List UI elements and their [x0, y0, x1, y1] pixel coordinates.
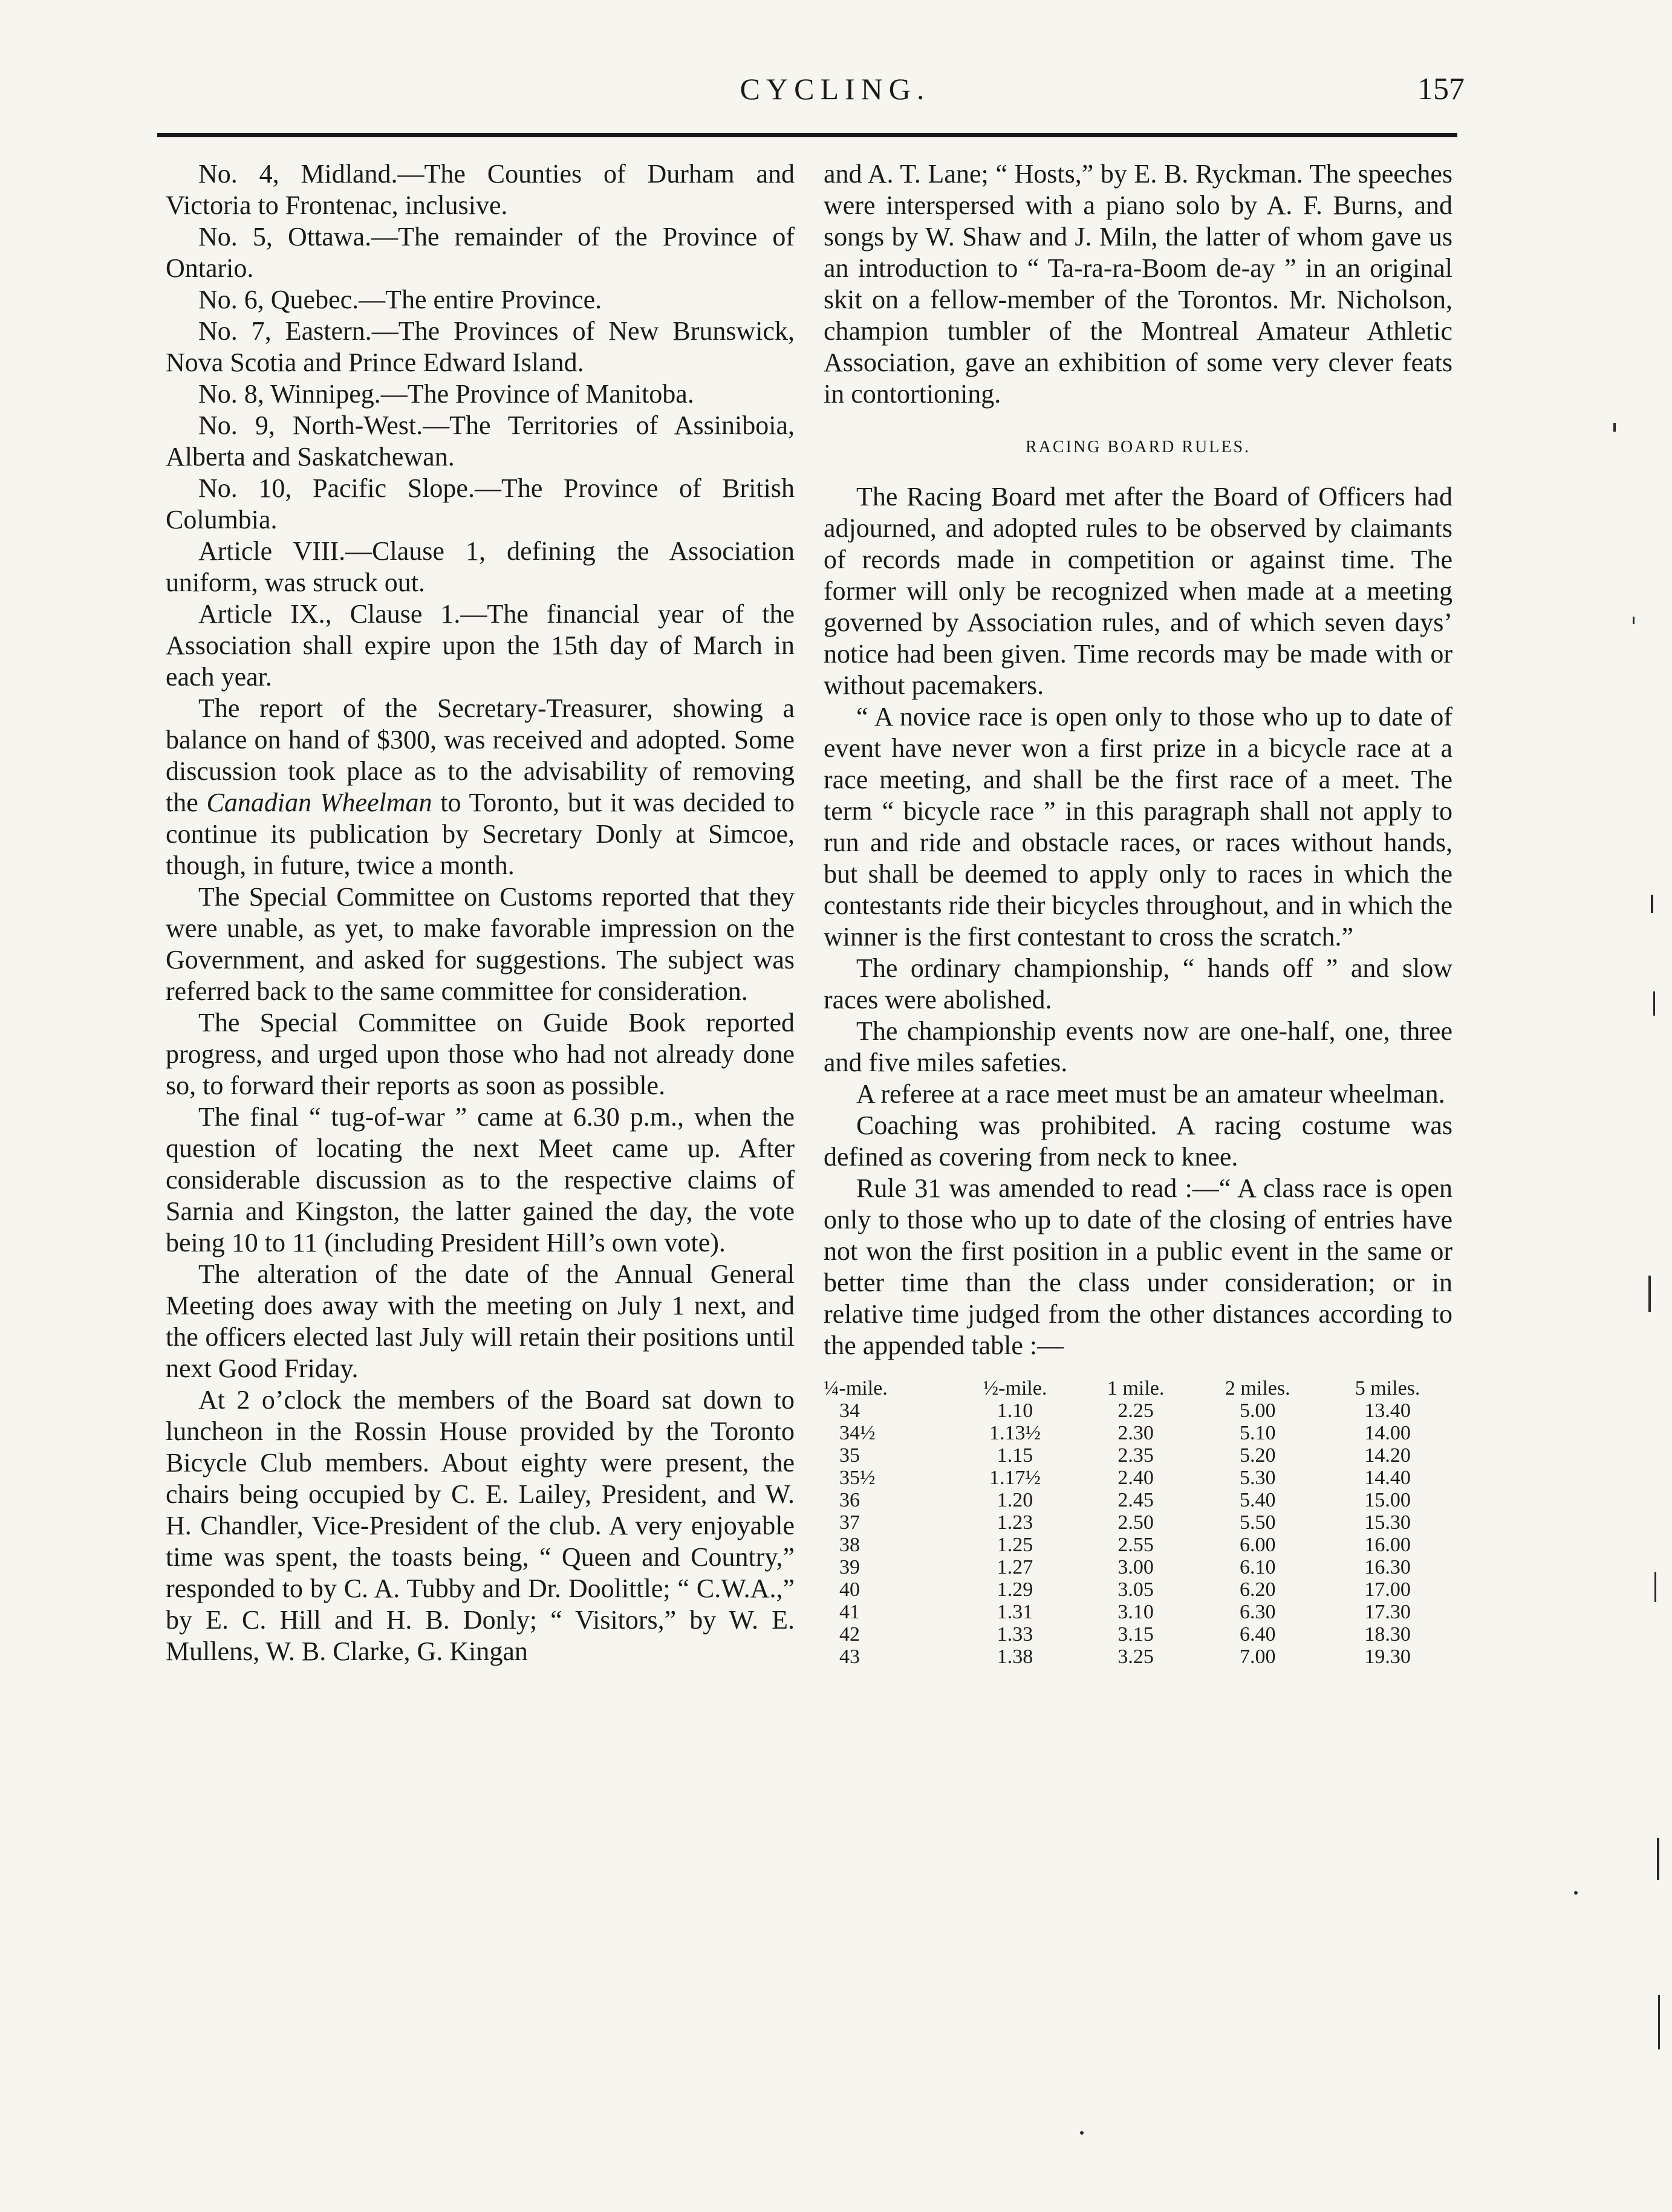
table-cell: 2.45 — [1117, 1489, 1154, 1511]
table-cell: 34½ — [839, 1422, 876, 1444]
table-cell: 14.40 — [1364, 1467, 1411, 1489]
table-cell: 2.40 — [1117, 1467, 1154, 1489]
paragraph-novice-race: “ A novice race is open only to those who up to date of event have never won a first prize in a bicycle race at a race meeting, and shall be the first race of a meet. The term “ bicycle race ” in this paragraph shall not apply to run and ride and obstacle races, or races without hands, but shall be deemed to apply only to races in which the contestants ride their bicycles throughout, and in which the winner is the first contestant to cross the scratch.” — [824, 702, 1452, 952]
table-row — [824, 1534, 1452, 1556]
scan-speck — [1654, 1572, 1656, 1602]
table-row — [824, 1556, 1452, 1578]
table-cell: 40 — [839, 1578, 860, 1601]
paragraph-referee: A referee at a race meet must be an amateur wheelman. — [856, 1079, 1445, 1109]
table-cell: 15.00 — [1364, 1489, 1411, 1511]
table-cell: 1.10 — [997, 1400, 1033, 1422]
table-cell: 5.30 — [1240, 1467, 1276, 1489]
table-cell: 41 — [839, 1601, 860, 1623]
paragraph-treasurer-report: The report of the Secretary-Treasurer, showing a balance on hand of $300, was received and adopted. Some discussion took place as to the advisability of removing the Canadian Wheelman to Toronto, but it was decided to continue its publication by Secretary Donly at Simcoe, though, in future, twice a month. — [166, 693, 795, 880]
table-cell: 14.00 — [1364, 1422, 1411, 1444]
table-cell: 2.55 — [1117, 1534, 1154, 1556]
table-cell: 6.10 — [1240, 1556, 1276, 1578]
paragraph-district-4: No. 4, Midland.—The Counties of Durham and Victoria to Frontenac, inclusive. — [166, 159, 795, 220]
scan-speck — [1633, 617, 1635, 624]
paragraph-customs-committee: The Special Committee on Customs reported that they were unable, as yet, to make favorable impression on the Government, and asked for suggestions. The subject was referred back to the same committee for consideration. — [166, 882, 795, 1006]
table-header-cell: ½-mile. — [983, 1377, 1047, 1400]
paragraph-annual-meeting: The alteration of the date of the Annual General Meeting does away with the meeting on July 1 next, and the officers elected last July will retain their positions until next Good Friday. — [166, 1259, 795, 1383]
table-row — [824, 1511, 1452, 1534]
scan-speck — [1080, 2131, 1084, 2135]
table-cell: 3.15 — [1117, 1623, 1154, 1646]
table-cell: 3.10 — [1117, 1601, 1154, 1623]
table-cell: 1.25 — [997, 1534, 1033, 1556]
scan-speck — [1648, 1276, 1651, 1312]
table-cell: 15.30 — [1364, 1511, 1411, 1534]
table-cell: 19.30 — [1364, 1646, 1411, 1668]
table-cell: 5.20 — [1240, 1444, 1276, 1467]
paragraph-district-9: No. 9, North-West.—The Territories of Assiniboia, Alberta and Saskatchewan. — [166, 410, 795, 472]
section-heading: RACING BOARD RULES. — [1025, 438, 1251, 456]
table-cell: 16.00 — [1364, 1534, 1411, 1556]
table-cell: 2.50 — [1117, 1511, 1154, 1534]
table-cell: 1.33 — [997, 1623, 1033, 1646]
table-cell: 35 — [839, 1444, 860, 1467]
table-header-cell: 5 miles. — [1355, 1377, 1420, 1400]
right-column — [824, 158, 1452, 1668]
header-rule — [157, 133, 1457, 137]
table-cell: 1.15 — [997, 1444, 1033, 1467]
table-cell: 1.31 — [997, 1601, 1033, 1623]
table-row — [824, 1646, 1452, 1668]
table-cell: 39 — [839, 1556, 860, 1578]
table-cell: 5.50 — [1240, 1511, 1276, 1534]
table-cell: 6.00 — [1240, 1534, 1276, 1556]
table-cell: 17.00 — [1364, 1578, 1411, 1601]
table-header-cell: 2 miles. — [1225, 1377, 1290, 1400]
paragraph-coaching: Coaching was prohibited. A racing costume was defined as covering from neck to knee. — [824, 1111, 1452, 1172]
table-row — [824, 1623, 1452, 1646]
table-cell: 1.23 — [997, 1511, 1033, 1534]
paragraph-luncheon: At 2 o’clock the members of the Board sat down to luncheon in the Rossin House provided by the Toronto Bicycle Club members. About eighty were present, the chairs being occupied by C. E. Lailey, President, and W. H. Chandler, Vice-President of the club. A very enjoyable time was spent, the toasts being, “ Queen and Country,” responded to by C. A. Tubby and Dr. Doolittle; “ C.W.A.,” by E. C. Hill and H. B. Donly; “ Visitors,” by W. E. Mullens, W. B. Clarke, G. Kingan — [166, 1385, 795, 1666]
table-cell: 2.30 — [1117, 1422, 1154, 1444]
paragraph-championship-abolished: The ordinary championship, “ hands off ” and slow races were abolished. — [824, 953, 1452, 1014]
table-row — [824, 1422, 1452, 1444]
table-cell: 1.38 — [997, 1646, 1033, 1668]
table-cell: 43 — [839, 1646, 860, 1668]
table-row — [824, 1444, 1452, 1467]
scan-speck — [1658, 1995, 1660, 2049]
table-cell: 3.05 — [1117, 1578, 1154, 1601]
page-number: 157 — [1417, 72, 1465, 106]
table-cell: 3.00 — [1117, 1556, 1154, 1578]
table-cell: 1.20 — [997, 1489, 1033, 1511]
table-cell: 1.27 — [997, 1556, 1033, 1578]
table-cell: 36 — [839, 1489, 860, 1511]
paragraph-district-10: No. 10, Pacific Slope.—The Province of British Columbia. — [166, 473, 795, 534]
table-cell: 34 — [839, 1400, 860, 1422]
table-row — [824, 1489, 1452, 1511]
table-cell: 5.00 — [1240, 1400, 1276, 1422]
table-cell: 2.35 — [1117, 1444, 1154, 1467]
paragraph-article-viii: Article VIII.—Clause 1, defining the Association uniform, was struck out. — [166, 536, 795, 597]
relative-time-table — [824, 1377, 1452, 1668]
left-column — [166, 158, 795, 1667]
periodical-title: Canadian Wheelman — [206, 788, 432, 817]
table-cell: 1.17½ — [989, 1467, 1041, 1489]
table-cell: 6.30 — [1240, 1601, 1276, 1623]
table-body — [824, 1400, 1452, 1668]
table-cell: 3.25 — [1117, 1646, 1154, 1668]
running-head — [0, 71, 1672, 126]
scan-speck — [1657, 1838, 1659, 1880]
paragraph-rule-31: Rule 31 was amended to read :—“ A class race is open only to those who up to date of the closing of entries have not won the first position in a public event in the same or better time than the class under consideration; or in relative time judged from the other distances according to the appended table :— — [824, 1173, 1452, 1360]
table-cell: 1.29 — [997, 1578, 1033, 1601]
table-cell: 17.30 — [1364, 1601, 1411, 1623]
table-cell: 16.30 — [1364, 1556, 1411, 1578]
table-cell: 38 — [839, 1534, 860, 1556]
table-row — [824, 1467, 1452, 1489]
table-cell: 13.40 — [1364, 1400, 1411, 1422]
paragraph-racing-board: The Racing Board met after the Board of Officers had adjourned, and adopted rules to be observed by claimants of records made in competition or against time. The former will only be recognized when made at a meeting governed by Association rules, and of which seven days’ notice had been given. Time records may be made with or without pacemakers. — [824, 482, 1452, 700]
table-header-row — [824, 1377, 1452, 1400]
table-row — [824, 1578, 1452, 1601]
table-cell: 35½ — [839, 1467, 876, 1489]
table-cell: 6.40 — [1240, 1623, 1276, 1646]
table-header-cell: ¼-mile. — [824, 1377, 888, 1400]
paragraph-article-ix: Article IX., Clause 1.—The financial year of the Association shall expire upon the 15th day of March in each year. — [166, 599, 795, 692]
scan-speck — [1651, 895, 1653, 913]
table-row — [824, 1601, 1452, 1623]
table-cell: 5.40 — [1240, 1489, 1276, 1511]
paragraph-next-meet-vote: The final “ tug-of-war ” came at 6.30 p.m., when the question of locating the next Meet came up. After considerable discussion as to the respective claims of Sarnia and Kingston, the latter gained the day, the vote being 10 to 11 (including President Hill’s own vote). — [166, 1102, 795, 1257]
table-row — [824, 1400, 1452, 1422]
paragraph-district-6: No. 6, Quebec.—The entire Province. — [198, 285, 602, 314]
scan-speck — [1613, 423, 1616, 432]
table-cell: 1.13½ — [989, 1422, 1041, 1444]
table-cell: 37 — [839, 1511, 860, 1534]
table-cell: 6.20 — [1240, 1578, 1276, 1601]
table-cell: 5.10 — [1240, 1422, 1276, 1444]
paragraph-district-5: No. 5, Ottawa.—The remainder of the Province of Ontario. — [166, 222, 795, 283]
running-title: CYCLING. — [740, 72, 931, 106]
scan-speck — [1653, 991, 1655, 1016]
paragraph-continuation: and A. T. Lane; “ Hosts,” by E. B. Ryckman. The speeches were interspersed with a piano solo by A. F. Burns, and songs by W. Shaw and J. Miln, the latter of whom gave us an introduction to “ Ta-ra-ra-Boom de-ay ” in an original skit on a fellow-member of the Torontos. Mr. Nicholson, champion tumbler of the Montreal Amateur Athletic Association, gave an exhibition of some very clever feats in contortioning. — [824, 159, 1452, 409]
paragraph-guide-book-committee: The Special Committee on Guide Book reported progress, and urged upon those who had not already done so, to forward their reports as soon as possible. — [166, 1008, 795, 1100]
table-cell: 2.25 — [1117, 1400, 1154, 1422]
table-cell: 42 — [839, 1623, 860, 1646]
paragraph-district-8: No. 8, Winnipeg.—The Province of Manitoba. — [198, 379, 694, 409]
scan-speck — [1574, 1891, 1578, 1895]
table-cell: 7.00 — [1240, 1646, 1276, 1668]
table-cell: 14.20 — [1364, 1444, 1411, 1467]
table-cell: 18.30 — [1364, 1623, 1411, 1646]
paragraph-district-7: No. 7, Eastern.—The Provinces of New Brunswick, Nova Scotia and Prince Edward Island. — [166, 316, 795, 377]
paragraph-championship-events: The championship events now are one-half, one, three and five miles safeties. — [824, 1016, 1452, 1077]
table-header-cell: 1 mile. — [1107, 1377, 1165, 1400]
